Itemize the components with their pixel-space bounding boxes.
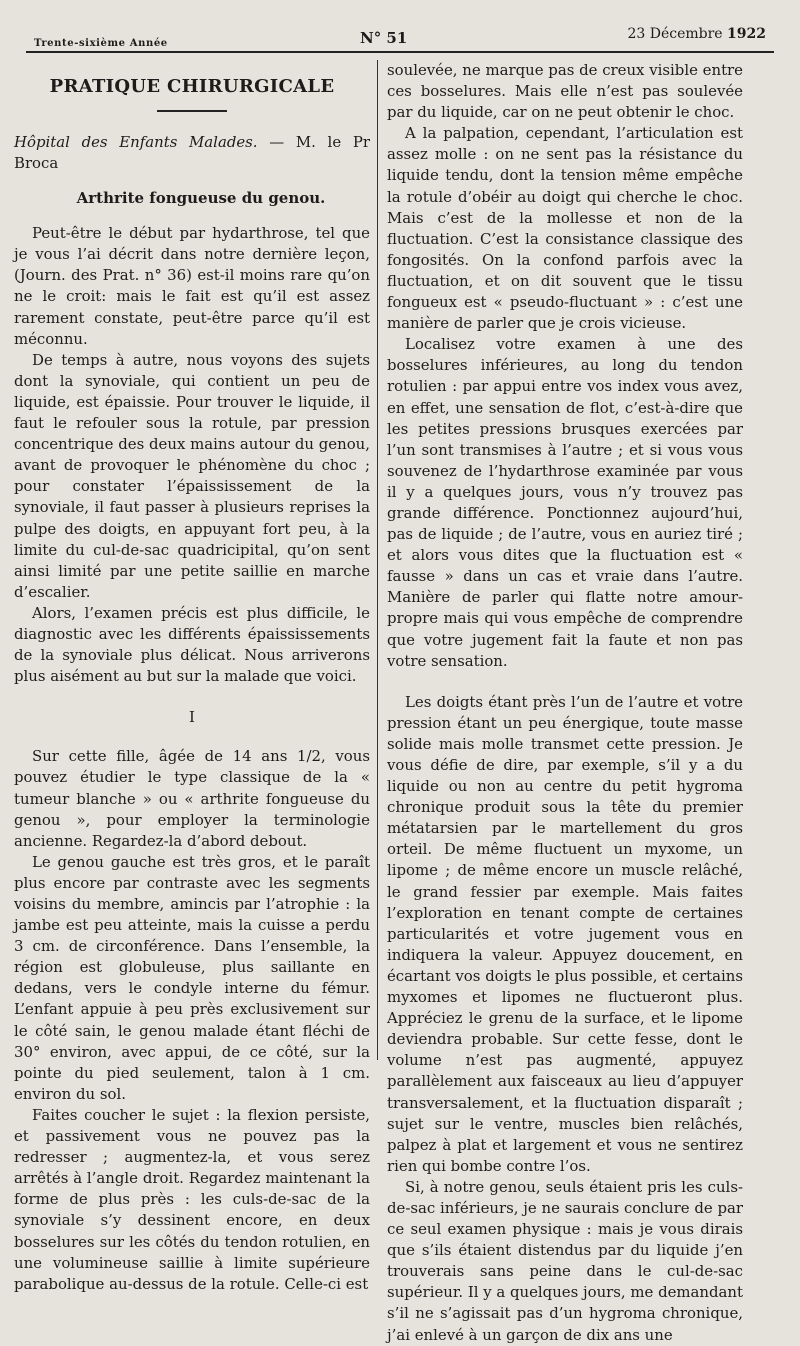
right-column xyxy=(387,60,743,1346)
paragraph: De temps à autre, nous voyons des sujets dont la synoviale, qui contient un peu de liquide, est épaissie. Pour trouver le liquide, il faut le refouler sous la rotule, par pression concentrique des deux mains autour du genou, avant de provoquer le phénomène du choc ; pour constater l’épaississement de la synoviale, il faut passer à plusieurs reprises la pulpe des doigts, en appuyant fort peu, à la limite du cul-de-sac quadricipital, qu’on sent ainsi limité par une petite saillie en marche d’escalier. xyxy=(14,350,370,601)
lecture-byline xyxy=(14,132,370,174)
paragraph: Les doigts étant près l’un de l’autre et votre pression étant un peu énergique, toute masse solide mais molle transmet cette pression. Je vous défie de dire, par exemple, s’il y a du liquide ou non au centre du petit hygroma chronique produit sous la tête du premier métatarsien par le martellement du gros orteil. De même fluctuent un myxome, un lipome ; de même encore un muscle relâché, le grand fessier par exemple. Mais faites l’exploration en tenant compte de certaines particularités et votre jugement vous en indiquera la valeur. Appuyez doucement, en écartant vos doigts le plus possible, et certains myxomes et lipomes ne fluctueront plus. Appréciez le grenu de la surface, et le lipome deviendra probable. Sur cette fesse, dont le volume n’est pas augmenté, appuyez parallèlement aux faisceaux au lieu d’appuyer transversalement, et la fluctuation disparaît ; sujet sur le ventre, muscles bien relâchés, palpez à plat et largement et vous ne sentirez rien qui bombe contre l’os. xyxy=(387,692,743,1175)
issue-number: N° 51 xyxy=(360,29,408,47)
section-heading: PRATIQUE CHIRURGICALE xyxy=(49,76,335,97)
issue-date-day: 23 Décembre xyxy=(627,26,723,42)
heading-rule xyxy=(157,110,227,112)
paragraph: soulevée, ne marque pas de creux visible entre ces bosselures. Mais elle n’est pas soulevée par du liquide, car on ne peut obtenir le choc. xyxy=(387,61,743,122)
column-divider xyxy=(377,60,378,1060)
lecture-author: — M. le Pr Broca xyxy=(14,133,370,173)
left-column xyxy=(14,60,370,1295)
paragraph-gap xyxy=(387,672,743,692)
paragraph: Le genou gauche est très gros, et le paraît plus encore par contraste avec les segments voisins du membre, amincis par l’atrophie : la jambe est peu atteinte, mais la cuisse a perdu 3 cm. de circonférence. Dans l’ensemble, la région est globuleuse, plus saillante en dedans, vers le condyle interne du fémur. L’enfant appuie à peu près exclusivement sur le côté sain, le genou malade étant fléchi de 30° environ, avec appui, de ce côté, sur la pointe du pied seulement, talon à 1 cm. environ du sol. xyxy=(14,852,370,1103)
paragraph: Peut-être le début par hydarthrose, tel que je vous l’ai décrit dans notre dernière leçon, (Journ. des Prat. n° 36) est-il moins rare qu’on ne le croit: mais le fait est qu’il est assez rarement constate, peut-être parce qu’il est méconnu. xyxy=(14,224,370,348)
paragraph: Sur cette fille, âgée de 14 ans 1/2, vous pouvez étudier le type classique de la « tumeur blanche » ou « arthrite fongueuse du genou », pour employer la terminologie ancienne. Regardez-la d’abord debout. xyxy=(14,747,370,850)
paragraph: Alors, l’examen précis est plus difficile, le diagnostic avec les différents épaississements de la synoviale plus délicat. Nous arriverons plus aisément au but sur la malade que voici. xyxy=(14,603,370,686)
header-rule xyxy=(26,51,774,53)
lecture-hospital: Hôpital des Enfants Malades. xyxy=(14,133,258,152)
volume-label: Trente-sixième Année xyxy=(34,38,168,49)
issue-date-year: 1922 xyxy=(727,26,766,42)
section-number: I xyxy=(189,708,195,727)
paragraph: Faites coucher le sujet : la flexion persiste, et passivement vous ne pouvez pas la redresser ; augmentez-la, et vous serez arrêtés à l’angle droit. Regardez maintenant la forme de plus près : les culs-de-sac de la synoviale s’y dessinent encore, en deux bosselures sur les côtés du tendon rotulien, en une volumineuse saillie à limite supérieure parabolique au-dessus de la rotule. Celle-ci est xyxy=(14,1105,370,1293)
article-title: Arthrite fongueuse du genou. xyxy=(76,189,326,208)
paragraph: A la palpation, cependant, l’articulation est assez molle : on ne sent pas la résistance du liquide tendu, dont la tension même empêche la rotule d’obéir au doigt qui cherche le choc. Mais c’est de la mollesse et non de la fluctuation. C’est la consistance classique des fongosités. On la confond parfois avec la fluctuation, et on dit souvent que le tissu fongueux est « pseudo-fluctuant » : c’est une manière de parler que je crois vicieuse. xyxy=(387,124,743,333)
paragraph: Si, à notre genou, seuls étaient pris les culs-de-sac inférieurs, je ne saurais conclure de par ce seul examen physique : mais je vous dirais que s’ils étaient distendus par du liquide j’en trouverais sans peine dans le cul-de-sac supérieur. Il y a quelques jours, me demandant s’il ne s’agissait pas d’un hygroma chronique, j’ai enlevé à un garçon de dix ans une xyxy=(387,1177,743,1344)
paragraph: Localisez votre examen à une des bosselures inférieures, au long du tendon rotulien : par appui entre vos index vous avez, en effet, une sensation de flot, c’est-à-dire que les petites pressions brusques exercées par l’un sont transmises à l’autre ; et si vous vous souvenez de l’hydarthrose examinée par vous il y a quelques jours, vous n’y trouvez pas grande différence. Ponctionnez aujourd’hui, pas de liquide ; de l’autre, vous en auriez tiré ; et alors vous dites que la fluctuation est « fausse » dans un cas et vraie dans l’autre. Manière de parler qui flatte notre amour-propre mais qui vous empêche de comprendre que votre jugement fait la faute et non pas votre sensation. xyxy=(387,335,743,670)
issue-date xyxy=(627,26,766,42)
page-header xyxy=(0,24,800,50)
